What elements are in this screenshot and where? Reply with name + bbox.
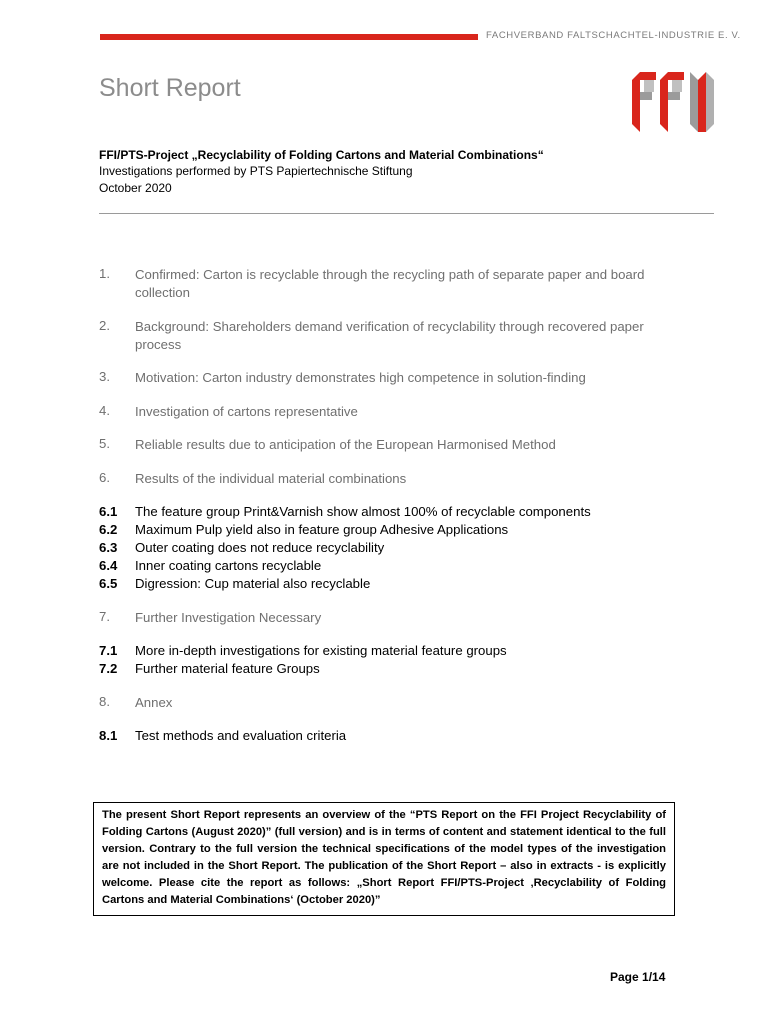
item-number: 7.2 — [99, 661, 118, 676]
item-text: Investigation of cartons representative — [135, 404, 358, 419]
item-text: Background: Shareholders demand verification of recyclability through recovered paper process — [135, 319, 644, 352]
item-text: Outer coating does not reduce recyclability — [135, 540, 385, 555]
item-number: 5. — [99, 436, 110, 451]
item-text: Motivation: Carton industry demonstrates high competence in solution-finding — [135, 370, 586, 385]
item-text: Further Investigation Necessary — [135, 610, 322, 625]
item-text: Maximum Pulp yield also in feature group Adhesive Applications — [135, 522, 509, 537]
item-number: 6.2 — [99, 522, 118, 537]
item-number: 2. — [99, 318, 110, 333]
item-text: Test methods and evaluation criteria — [135, 728, 347, 743]
ffi-logo — [630, 70, 716, 134]
project-subtitle: Investigations performed by PTS Papiertechnische Stiftung — [99, 164, 413, 178]
item-text: Further material feature Groups — [135, 661, 320, 676]
header-red-bar — [100, 34, 478, 40]
item-number: 4. — [99, 403, 110, 418]
item-number: 3. — [99, 369, 110, 384]
item-number: 7. — [99, 609, 110, 624]
item-text: Annex — [135, 695, 173, 710]
item-text: Confirmed: Carton is recyclable through the recycling path of separate paper and board collection — [135, 267, 645, 300]
item-number: 1. — [99, 266, 110, 281]
item-text: Digression: Cup material also recyclable — [135, 576, 371, 591]
page-number: Page 1/14 — [610, 970, 666, 984]
item-number: 6.3 — [99, 540, 118, 555]
item-number: 7.1 — [99, 643, 118, 658]
item-number: 6.4 — [99, 558, 118, 573]
project-title: FFI/PTS-Project „Recyclability of Folding Cartons and Material Combinations“ — [99, 148, 544, 162]
notice-box: The present Short Report represents an overview of the “PTS Report on the FFI Project Recyclability of Folding Cartons (August 2020)” (full version) and is in terms of content and statement identical to the full version. Contrary to the full version the technical specifications of the model types of the investigation are not included in the Short Report. The publication of the Short Report – also in extracts - is explicitly welcome. Please cite the report as follows: „Short Report FFI/PTS-Project ‚Recyclability of Folding Cartons and Material Combinations‘ (October 2020)” — [93, 802, 675, 916]
header-divider — [99, 213, 714, 214]
item-text: More in-depth investigations for existing material feature groups — [135, 643, 507, 658]
item-text: Results of the individual material combinations — [135, 471, 407, 486]
page-title: Short Report — [99, 74, 241, 102]
organization-name: FACHVERBAND FALTSCHACHTEL-INDUSTRIE E. V. — [486, 30, 741, 41]
item-number: 8. — [99, 694, 110, 709]
item-number: 6.1 — [99, 504, 118, 519]
item-text: The feature group Print&Varnish show almost 100% of recyclable components — [135, 504, 591, 519]
item-text: Reliable results due to anticipation of the European Harmonised Method — [135, 437, 556, 452]
project-date: October 2020 — [99, 181, 172, 195]
item-number: 6.5 — [99, 576, 118, 591]
item-text: Inner coating cartons recyclable — [135, 558, 322, 573]
item-number: 8.1 — [99, 728, 118, 743]
item-number: 6. — [99, 470, 110, 485]
